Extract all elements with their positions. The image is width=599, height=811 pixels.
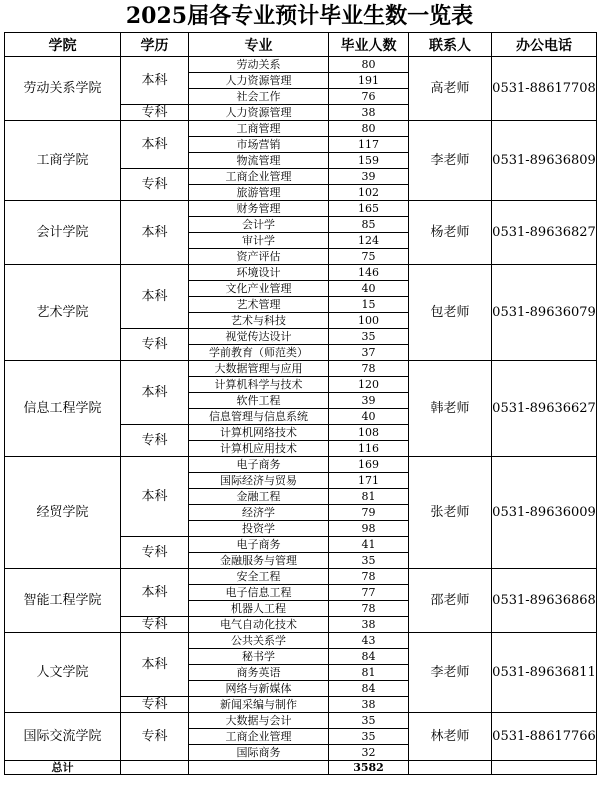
contact-name: 包老师 bbox=[409, 265, 492, 361]
major-name: 软件工程 bbox=[189, 393, 329, 409]
header-college: 学院 bbox=[5, 33, 121, 57]
graduate-count: 77 bbox=[329, 585, 409, 601]
major-name: 学前教育（师范类） bbox=[189, 345, 329, 361]
level-name: 专科 bbox=[121, 537, 189, 569]
college-name: 人文学院 bbox=[5, 633, 121, 713]
major-name: 电子商务 bbox=[189, 457, 329, 473]
graduate-count: 169 bbox=[329, 457, 409, 473]
major-name: 商务英语 bbox=[189, 665, 329, 681]
graduate-count: 80 bbox=[329, 121, 409, 137]
graduate-count: 40 bbox=[329, 281, 409, 297]
graduate-count: 171 bbox=[329, 473, 409, 489]
major-name: 计算机应用技术 bbox=[189, 441, 329, 457]
graduate-count: 165 bbox=[329, 201, 409, 217]
level-name: 本科 bbox=[121, 633, 189, 697]
college-name: 会计学院 bbox=[5, 201, 121, 265]
graduate-count: 81 bbox=[329, 665, 409, 681]
table-header-row bbox=[5, 33, 597, 57]
major-name: 工商企业管理 bbox=[189, 169, 329, 185]
contact-name: 李老师 bbox=[409, 633, 492, 713]
major-name: 环境设计 bbox=[189, 265, 329, 281]
major-name: 信息管理与信息系统 bbox=[189, 409, 329, 425]
major-name: 新闻采编与制作 bbox=[189, 697, 329, 713]
major-name: 人力资源管理 bbox=[189, 105, 329, 121]
table-row bbox=[5, 265, 597, 281]
level-name: 本科 bbox=[121, 569, 189, 617]
level-name: 专科 bbox=[121, 105, 189, 121]
graduate-count: 117 bbox=[329, 137, 409, 153]
table-row bbox=[5, 569, 597, 585]
header-graduates: 毕业人数 bbox=[329, 33, 409, 57]
total-label: 总计 bbox=[5, 761, 121, 775]
header-major: 专业 bbox=[189, 33, 329, 57]
college-name: 国际交流学院 bbox=[5, 713, 121, 761]
major-name: 计算机网络技术 bbox=[189, 425, 329, 441]
level-name: 本科 bbox=[121, 121, 189, 169]
major-name: 金融工程 bbox=[189, 489, 329, 505]
total-value: 3582 bbox=[329, 761, 409, 775]
major-name: 会计学 bbox=[189, 217, 329, 233]
table-row bbox=[5, 361, 597, 377]
major-name: 工商企业管理 bbox=[189, 729, 329, 745]
major-name: 旅游管理 bbox=[189, 185, 329, 201]
table-row bbox=[5, 121, 597, 137]
office-phone: 0531-89636627 bbox=[492, 361, 597, 457]
graduate-count: 32 bbox=[329, 745, 409, 761]
table-row bbox=[5, 201, 597, 217]
college-name: 智能工程学院 bbox=[5, 569, 121, 633]
graduate-count: 38 bbox=[329, 697, 409, 713]
major-name: 经济学 bbox=[189, 505, 329, 521]
graduate-count: 40 bbox=[329, 409, 409, 425]
major-name: 国际经济与贸易 bbox=[189, 473, 329, 489]
major-name: 文化产业管理 bbox=[189, 281, 329, 297]
graduate-count: 38 bbox=[329, 105, 409, 121]
graduate-count: 78 bbox=[329, 569, 409, 585]
graduate-count: 43 bbox=[329, 633, 409, 649]
major-name: 国际商务 bbox=[189, 745, 329, 761]
major-name: 投资学 bbox=[189, 521, 329, 537]
office-phone: 0531-88617766 bbox=[492, 713, 597, 761]
major-name: 公共关系学 bbox=[189, 633, 329, 649]
table-row bbox=[5, 633, 597, 649]
major-name: 艺术管理 bbox=[189, 297, 329, 313]
major-name: 艺术与科技 bbox=[189, 313, 329, 329]
total-spacer bbox=[121, 761, 189, 775]
major-name: 财务管理 bbox=[189, 201, 329, 217]
office-phone: 0531-89636809 bbox=[492, 121, 597, 201]
college-name: 劳动关系学院 bbox=[5, 57, 121, 121]
total-row bbox=[5, 761, 597, 775]
graduate-count: 35 bbox=[329, 729, 409, 745]
major-name: 计算机科学与技术 bbox=[189, 377, 329, 393]
office-phone: 0531-88617708 bbox=[492, 57, 597, 121]
major-name: 电气自动化技术 bbox=[189, 617, 329, 633]
major-name: 劳动关系 bbox=[189, 57, 329, 73]
major-name: 审计学 bbox=[189, 233, 329, 249]
office-phone: 0531-89636079 bbox=[492, 265, 597, 361]
office-phone: 0531-89636811 bbox=[492, 633, 597, 713]
college-name: 艺术学院 bbox=[5, 265, 121, 361]
major-name: 电子信息工程 bbox=[189, 585, 329, 601]
college-name: 工商学院 bbox=[5, 121, 121, 201]
header-contact: 联系人 bbox=[409, 33, 492, 57]
graduate-count: 35 bbox=[329, 713, 409, 729]
major-name: 视觉传达设计 bbox=[189, 329, 329, 345]
major-name: 金融服务与管理 bbox=[189, 553, 329, 569]
graduate-count: 191 bbox=[329, 73, 409, 89]
graduate-count: 146 bbox=[329, 265, 409, 281]
graduate-count: 116 bbox=[329, 441, 409, 457]
graduate-count: 98 bbox=[329, 521, 409, 537]
table-row bbox=[5, 457, 597, 473]
graduate-count: 79 bbox=[329, 505, 409, 521]
level-name: 本科 bbox=[121, 201, 189, 265]
level-name: 本科 bbox=[121, 57, 189, 105]
contact-name: 高老师 bbox=[409, 57, 492, 121]
level-name: 专科 bbox=[121, 697, 189, 713]
contact-name: 杨老师 bbox=[409, 201, 492, 265]
graduate-count: 37 bbox=[329, 345, 409, 361]
graduate-count: 41 bbox=[329, 537, 409, 553]
contact-name: 李老师 bbox=[409, 121, 492, 201]
graduate-count: 124 bbox=[329, 233, 409, 249]
contact-name: 张老师 bbox=[409, 457, 492, 569]
graduate-count: 35 bbox=[329, 553, 409, 569]
graduate-count: 159 bbox=[329, 153, 409, 169]
level-name: 本科 bbox=[121, 457, 189, 537]
graduate-count: 35 bbox=[329, 329, 409, 345]
level-name: 专科 bbox=[121, 425, 189, 457]
graduate-count: 84 bbox=[329, 649, 409, 665]
major-name: 人力资源管理 bbox=[189, 73, 329, 89]
total-spacer bbox=[492, 761, 597, 775]
contact-name: 林老师 bbox=[409, 713, 492, 761]
contact-name: 邵老师 bbox=[409, 569, 492, 633]
level-name: 专科 bbox=[121, 617, 189, 633]
contact-name: 韩老师 bbox=[409, 361, 492, 457]
major-name: 社会工作 bbox=[189, 89, 329, 105]
table-row bbox=[5, 57, 597, 73]
header-level: 学历 bbox=[121, 33, 189, 57]
major-name: 大数据与会计 bbox=[189, 713, 329, 729]
major-name: 资产评估 bbox=[189, 249, 329, 265]
graduate-count: 80 bbox=[329, 57, 409, 73]
major-name: 工商管理 bbox=[189, 121, 329, 137]
graduate-count: 75 bbox=[329, 249, 409, 265]
major-name: 机器人工程 bbox=[189, 601, 329, 617]
header-phone: 办公电话 bbox=[492, 33, 597, 57]
major-name: 大数据管理与应用 bbox=[189, 361, 329, 377]
major-name: 物流管理 bbox=[189, 153, 329, 169]
level-name: 本科 bbox=[121, 361, 189, 425]
major-name: 电子商务 bbox=[189, 537, 329, 553]
major-name: 市场营销 bbox=[189, 137, 329, 153]
total-spacer bbox=[409, 761, 492, 775]
graduate-count: 78 bbox=[329, 361, 409, 377]
table-body bbox=[5, 57, 597, 761]
level-name: 本科 bbox=[121, 265, 189, 329]
graduate-count: 102 bbox=[329, 185, 409, 201]
graduate-count: 85 bbox=[329, 217, 409, 233]
level-name: 专科 bbox=[121, 713, 189, 761]
graduate-count: 81 bbox=[329, 489, 409, 505]
graduate-count: 39 bbox=[329, 169, 409, 185]
graduate-count: 108 bbox=[329, 425, 409, 441]
graduate-count: 76 bbox=[329, 89, 409, 105]
graduate-count: 15 bbox=[329, 297, 409, 313]
graduate-count: 38 bbox=[329, 617, 409, 633]
graduate-count: 78 bbox=[329, 601, 409, 617]
level-name: 专科 bbox=[121, 329, 189, 361]
major-name: 网络与新媒体 bbox=[189, 681, 329, 697]
major-name: 安全工程 bbox=[189, 569, 329, 585]
graduate-count: 100 bbox=[329, 313, 409, 329]
graduate-count: 120 bbox=[329, 377, 409, 393]
office-phone: 0531-89636009 bbox=[492, 457, 597, 569]
level-name: 专科 bbox=[121, 169, 189, 201]
table-row bbox=[5, 713, 597, 729]
major-name: 秘书学 bbox=[189, 649, 329, 665]
college-name: 经贸学院 bbox=[5, 457, 121, 569]
graduate-count: 84 bbox=[329, 681, 409, 697]
total-spacer bbox=[189, 761, 329, 775]
graduates-table bbox=[4, 32, 597, 775]
page-title: 2025届各专业预计毕业生数一览表 bbox=[125, 3, 474, 29]
office-phone: 0531-89636868 bbox=[492, 569, 597, 633]
college-name: 信息工程学院 bbox=[5, 361, 121, 457]
graduate-count: 39 bbox=[329, 393, 409, 409]
office-phone: 0531-89636827 bbox=[492, 201, 597, 265]
